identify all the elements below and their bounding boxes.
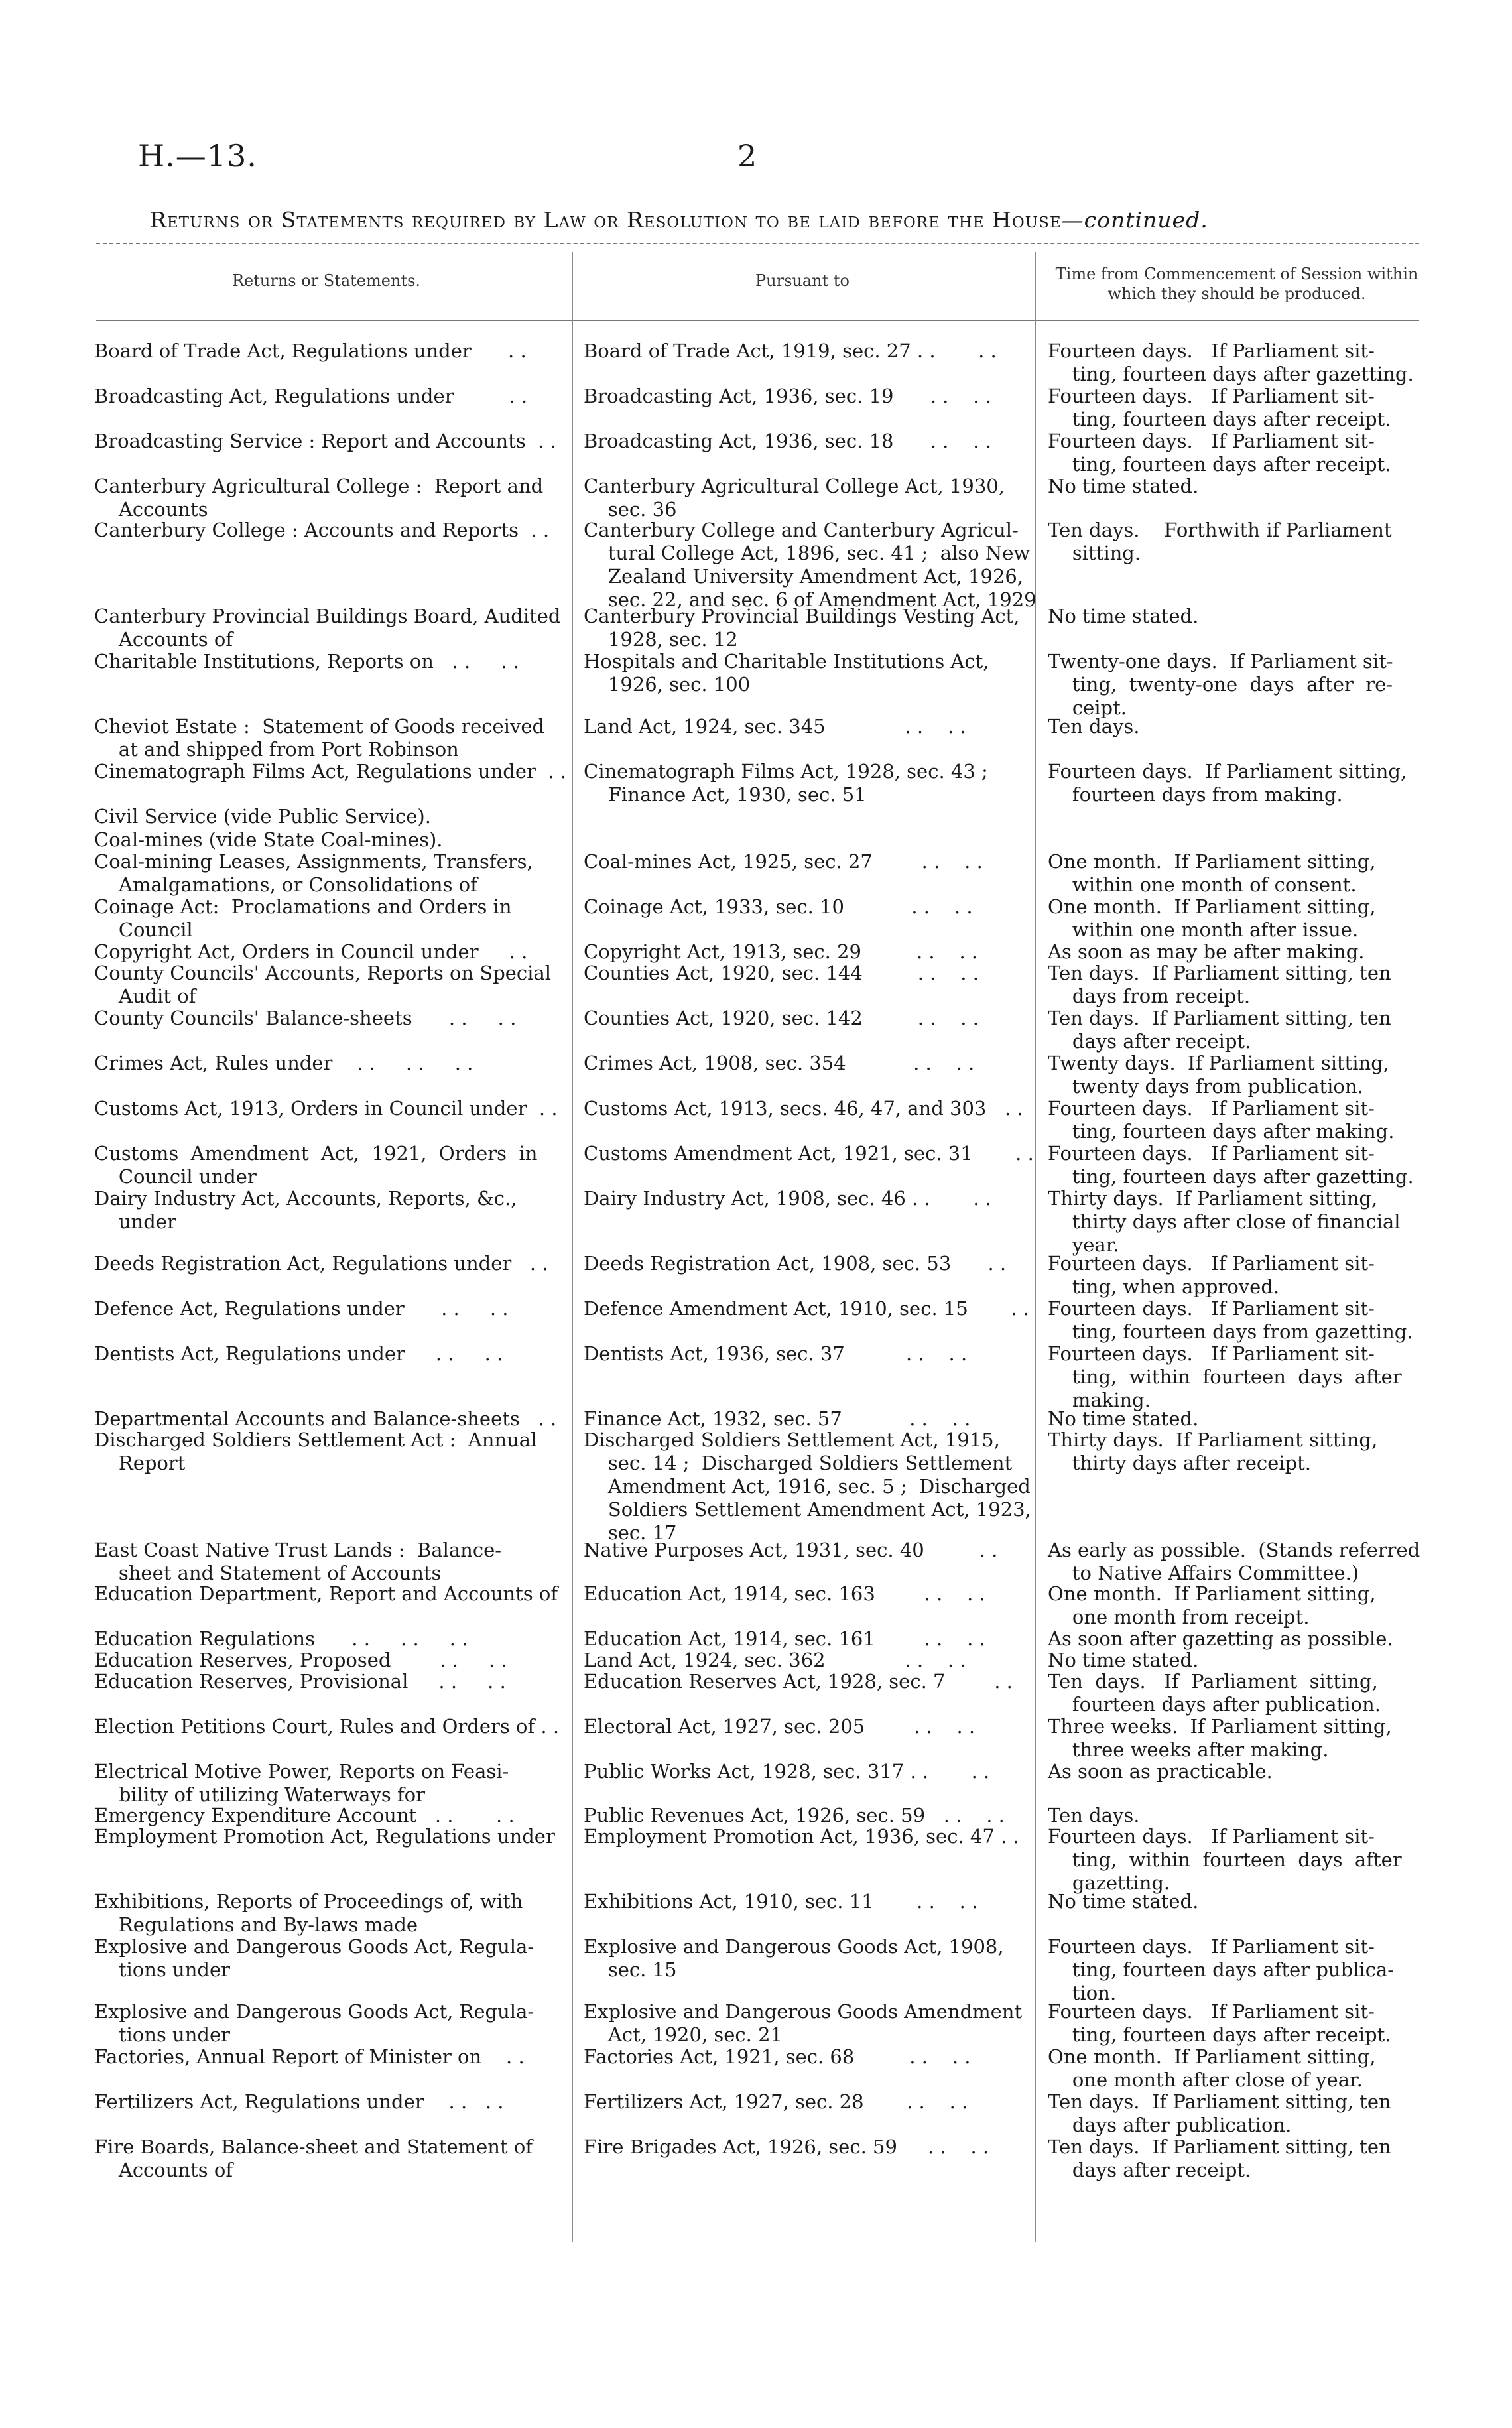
time-cell: Ten days. bbox=[1048, 1804, 1140, 1826]
time-cell: Fourteen days. If Parliament sit- ting, when approved. bbox=[1048, 1252, 1375, 1298]
time-cell: Ten days. If Parliament sitting, ten days from receipt. bbox=[1048, 962, 1391, 1007]
returns-cell: County Councils' Accounts, Reports on Special Audit of bbox=[94, 962, 552, 1007]
time-cell: Fourteen days. If Parliament sit- ting, fourteen days from gazetting. bbox=[1048, 1297, 1413, 1343]
pursuant-cell: Cinematograph Films Act, 1928, sec. 43 ; Finance Act, 1930, sec. 51 bbox=[584, 760, 988, 806]
pursuant-cell: Fertilizers Act, 1927, sec. 28 . . . . bbox=[584, 2090, 968, 2113]
pursuant-cell: Deeds Registration Act, 1908, sec. 53 . . bbox=[584, 1252, 1007, 1275]
returns-cell: Discharged Soldiers Settlement Act : Annual Report bbox=[94, 1429, 537, 1474]
pursuant-cell: Coinage Act, 1933, sec. 10 . . . . bbox=[584, 895, 973, 918]
pursuant-cell: Canterbury Agricultural College Act, 1930, sec. 36 bbox=[584, 475, 1005, 521]
document-code: H.—13. bbox=[138, 138, 257, 174]
time-cell: Three weeks. If Parliament sitting, three weeks after making. bbox=[1048, 1715, 1392, 1761]
time-cell: Thirty days. If Parliament sitting, thirty days after receipt. bbox=[1048, 1429, 1378, 1474]
returns-cell: Employment Promotion Act, Regulations under bbox=[94, 1825, 555, 1848]
pursuant-cell: Factories Act, 1921, sec. 68 . . . . bbox=[584, 2045, 971, 2068]
returns-cell: Emergency Expenditure Account . . . . bbox=[94, 1804, 515, 1826]
returns-cell: Departmental Accounts and Balance-sheets . . bbox=[94, 1407, 557, 1430]
returns-cell: Board of Trade Act, Regulations under . . bbox=[94, 340, 527, 362]
returns-cell: East Coast Native Trust Lands : Balance- sheet and Statement of Accounts bbox=[94, 1539, 502, 1584]
pursuant-cell: Canterbury Provincial Buildings Vesting Act, 1928, sec. 12 bbox=[584, 605, 1020, 651]
pursuant-cell: Customs Act, 1913, secs. 46, 47, and 303 . . bbox=[584, 1097, 1023, 1119]
time-cell: As soon as practicable. bbox=[1048, 1760, 1273, 1783]
returns-cell: Broadcasting Service : Report and Accounts . . bbox=[94, 430, 556, 452]
returns-cell: Fire Boards, Balance-sheet and Statement of Accounts of bbox=[94, 2136, 533, 2181]
time-cell: Ten days. If Parliament sitting, ten days after receipt. bbox=[1048, 2136, 1391, 2181]
returns-cell: Civil Service (vide Public Service). Coal-mines (vide State Coal-mines). bbox=[94, 805, 443, 851]
returns-cell: Education Regulations . . . . . . bbox=[94, 1628, 468, 1650]
time-cell: Ten days. If Parliament sitting, ten days after publication. bbox=[1048, 2090, 1391, 2136]
page-number: 2 bbox=[737, 138, 757, 174]
returns-cell: Education Reserves, Provisional . . . . bbox=[94, 1670, 506, 1693]
page-title bbox=[150, 207, 1383, 233]
pursuant-cell: Copyright Act, 1913, sec. 29 . . . . bbox=[584, 940, 978, 963]
returns-cell: Education Reserves, Proposed . . . . bbox=[94, 1649, 507, 1671]
time-cell: Fourteen days. If Parliament sit- ting, within fourteen days after gazetting. bbox=[1048, 1825, 1402, 1894]
pursuant-cell: Board of Trade Act, 1919, sec. 27 . . . . bbox=[584, 340, 997, 362]
time-cell: One month. If Parliament sitting, one month after close of year. bbox=[1048, 2045, 1376, 2091]
time-cell: As soon as may be after making. bbox=[1048, 940, 1365, 963]
time-cell: No time stated. bbox=[1048, 605, 1199, 627]
returns-cell: Copyright Act, Orders in Council under . . bbox=[94, 940, 528, 963]
pursuant-cell: Counties Act, 1920, sec. 142 . . . . bbox=[584, 1007, 979, 1029]
time-cell: One month. If Parliament sitting, within one month of consent. bbox=[1048, 850, 1376, 896]
time-cell: Twenty-one days. If Parliament sit- ting, twenty-one days after re- ceipt. bbox=[1048, 650, 1393, 719]
returns-cell: Customs Act, 1913, Orders in Council under . . bbox=[94, 1097, 558, 1119]
pursuant-cell: Broadcasting Act, 1936, sec. 19 . . . . bbox=[584, 385, 991, 407]
time-cell: One month. If Parliament sitting, within one month after issue. bbox=[1048, 895, 1376, 941]
pursuant-cell: Explosive and Dangerous Goods Act, 1908, sec. 15 bbox=[584, 1935, 1004, 1981]
pursuant-cell: Explosive and Dangerous Goods Amendment Act, 1920, sec. 21 bbox=[584, 2000, 1023, 2046]
returns-cell: Fertilizers Act, Regulations under . . . . bbox=[94, 2090, 504, 2113]
pursuant-cell: Hospitals and Charitable Institutions Act, 1926, sec. 100 bbox=[584, 650, 989, 696]
time-cell: Fourteen days. If Parliament sit- ting, within fourteen days after making. bbox=[1048, 1342, 1402, 1411]
returns-cell: Canterbury College : Accounts and Reports . . bbox=[94, 519, 550, 541]
time-cell: Thirty days. If Parliament sitting, thirty days after close of financial year. bbox=[1048, 1187, 1401, 1256]
time-cell: As early as possible. (Stands referred to Native Affairs Committee.) bbox=[1048, 1539, 1420, 1584]
time-cell: Ten days. Forthwith if Parliament sitting. bbox=[1048, 519, 1392, 564]
time-cell: No time stated. bbox=[1048, 1890, 1199, 1913]
column-header-returns: Returns or Statements. bbox=[231, 271, 421, 290]
time-cell: No time stated. bbox=[1048, 1407, 1199, 1430]
pursuant-cell: Employment Promotion Act, 1936, sec. 47 . . bbox=[584, 1825, 1019, 1848]
time-cell: As soon after gazetting as possible. bbox=[1048, 1628, 1393, 1650]
returns-cell: Customs Amendment Act, 1921, Orders in Council under bbox=[94, 1142, 538, 1188]
returns-cell: Factories, Annual Report of Minister on . . bbox=[94, 2045, 525, 2068]
returns-cell: Exhibitions, Reports of Proceedings of, with Regulations and By-laws made bbox=[94, 1890, 523, 1936]
time-cell: No time stated. bbox=[1048, 1649, 1199, 1671]
title-suffix: —continued. bbox=[1061, 207, 1208, 233]
pursuant-cell: Public Revenues Act, 1926, sec. 59 . . . . bbox=[584, 1804, 1005, 1826]
returns-cell: Broadcasting Act, Regulations under . . bbox=[94, 385, 528, 407]
pursuant-cell: Discharged Soldiers Settlement Act, 1915, sec. 14 ; Discharged Soldiers Settlement Amendment Act, 1916, sec. 5 ; Discharged Soldiers Settlement Amendment Act, 1923, sec. 17 bbox=[584, 1429, 1031, 1544]
top-rule bbox=[96, 243, 1419, 244]
column-header-time: Time from Commencement of Session within which they should be produced. bbox=[1055, 265, 1418, 303]
column-divider-1 bbox=[572, 252, 573, 2242]
time-cell: Fourteen days. If Parliament sit- ting, fourteen days after making. bbox=[1048, 1097, 1395, 1143]
time-cell: No time stated. bbox=[1048, 475, 1199, 497]
returns-cell: Cinematograph Films Act, Regulations under . . bbox=[94, 760, 566, 783]
time-cell: Fourteen days. If Parliament sitting, fourteen days from making. bbox=[1048, 760, 1407, 806]
column-divider-2 bbox=[1035, 252, 1036, 2242]
pursuant-cell: Finance Act, 1932, sec. 57 . . . . bbox=[584, 1407, 971, 1430]
returns-cell: Coal-mining Leases, Assignments, Transfers, Amalgamations, or Consolidations of bbox=[94, 850, 533, 896]
returns-cell: Defence Act, Regulations under . . . . bbox=[94, 1297, 509, 1320]
returns-cell: Crimes Act, Rules under . . . . . . bbox=[94, 1052, 473, 1074]
time-cell: Fourteen days. If Parliament sit- ting, fourteen days after publica- tion. bbox=[1048, 1935, 1395, 2004]
pursuant-cell: Public Works Act, 1928, sec. 317 . . . . bbox=[584, 1760, 990, 1783]
returns-cell: Deeds Registration Act, Regulations under . . bbox=[94, 1252, 548, 1275]
time-cell: Twenty days. If Parliament sitting, twenty days from publication. bbox=[1048, 1052, 1390, 1098]
time-cell: Fourteen days. If Parliament sit- ting, fourteen days after receipt. bbox=[1048, 385, 1391, 430]
header-rule bbox=[96, 320, 1419, 321]
pursuant-cell: Education Act, 1914, sec. 163 . . . . bbox=[584, 1582, 985, 1605]
time-cell: Ten days. If Parliament sitting, fourteen days after publication. bbox=[1048, 1670, 1381, 1716]
pursuant-cell: Education Reserves Act, 1928, sec. 7 . . bbox=[584, 1670, 1013, 1693]
pursuant-cell: Native Purposes Act, 1931, sec. 40 . . bbox=[584, 1539, 998, 1561]
pursuant-cell: Customs Amendment Act, 1921, sec. 31 . . bbox=[584, 1142, 1034, 1165]
time-cell: Ten days. If Parliament sitting, ten days after receipt. bbox=[1048, 1007, 1391, 1053]
pursuant-cell: Dairy Industry Act, 1908, sec. 46 . . . . bbox=[584, 1187, 991, 1210]
returns-cell: Explosive and Dangerous Goods Act, Regula- tions under bbox=[94, 2000, 535, 2046]
returns-cell: Education Department, Report and Accounts of bbox=[94, 1582, 558, 1605]
time-cell: Ten days. bbox=[1048, 715, 1140, 737]
pursuant-cell: Coal-mines Act, 1925, sec. 27 . . . . bbox=[584, 850, 983, 873]
pursuant-cell: Crimes Act, 1908, sec. 354 . . . . bbox=[584, 1052, 975, 1074]
returns-cell: Cheviot Estate : Statement of Goods received at and shipped from Port Robinson bbox=[94, 715, 545, 761]
returns-cell: Coinage Act: Proclamations and Orders in Council bbox=[94, 895, 512, 941]
pursuant-cell: Broadcasting Act, 1936, sec. 18 . . . . bbox=[584, 430, 991, 452]
pursuant-cell: Counties Act, 1920, sec. 144 . . . . bbox=[584, 962, 979, 984]
pursuant-cell: Canterbury College and Canterbury Agricul- tural College Act, 1896, sec. 41 ; also New Zealand University Amendment Act, 1926, sec. 22, and sec. 6 of Amendment Act, 1929 bbox=[584, 519, 1037, 611]
pursuant-cell: Exhibitions Act, 1910, sec. 11 . . . . bbox=[584, 1890, 978, 1913]
returns-cell: County Councils' Balance-sheets . . . . bbox=[94, 1007, 517, 1029]
pursuant-cell: Dentists Act, 1936, sec. 37 . . . . bbox=[584, 1342, 968, 1365]
pursuant-cell: Land Act, 1924, sec. 362 . . . . bbox=[584, 1649, 966, 1671]
returns-cell: Canterbury Agricultural College : Report and Accounts bbox=[94, 475, 544, 521]
column-header-pursuant: Pursuant to bbox=[755, 271, 850, 290]
returns-cell: Explosive and Dangerous Goods Act, Regula- tions under bbox=[94, 1935, 535, 1981]
title-main: Returns or Statements required by Law or Resolution to be laid before the House bbox=[150, 207, 1062, 233]
returns-cell: Electrical Motive Power, Reports on Feasi- bility of utilizing Waterways for bbox=[94, 1760, 509, 1806]
pursuant-cell: Land Act, 1924, sec. 345 . . . . bbox=[584, 715, 966, 737]
pursuant-cell: Defence Amendment Act, 1910, sec. 15 . . bbox=[584, 1297, 1029, 1320]
time-cell: Fourteen days. If Parliament sit- ting, fourteen days after receipt. bbox=[1048, 430, 1391, 476]
returns-cell: Dentists Act, Regulations under . . . . bbox=[94, 1342, 503, 1365]
time-cell: One month. If Parliament sitting, one month from receipt. bbox=[1048, 1582, 1376, 1628]
returns-cell: Election Petitions Court, Rules and Orders of . . bbox=[94, 1715, 560, 1738]
time-cell: Fourteen days. If Parliament sit- ting, fourteen days after gazetting. bbox=[1048, 1142, 1414, 1188]
returns-cell: Dairy Industry Act, Accounts, Reports, &c., under bbox=[94, 1187, 517, 1233]
time-cell: Fourteen days. If Parliament sit- ting, fourteen days after receipt. bbox=[1048, 2000, 1391, 2046]
returns-cell: Canterbury Provincial Buildings Board, Audited Accounts of bbox=[94, 605, 561, 651]
pursuant-cell: Fire Brigades Act, 1926, sec. 59 . . . . bbox=[584, 2136, 989, 2158]
returns-cell: Charitable Institutions, Reports on . . . . bbox=[94, 650, 519, 672]
pursuant-cell: Education Act, 1914, sec. 161 . . . . bbox=[584, 1628, 985, 1650]
time-cell: Fourteen days. If Parliament sit- ting, fourteen days after gazetting. bbox=[1048, 340, 1414, 385]
pursuant-cell: Electoral Act, 1927, sec. 205 . . . . bbox=[584, 1715, 976, 1738]
